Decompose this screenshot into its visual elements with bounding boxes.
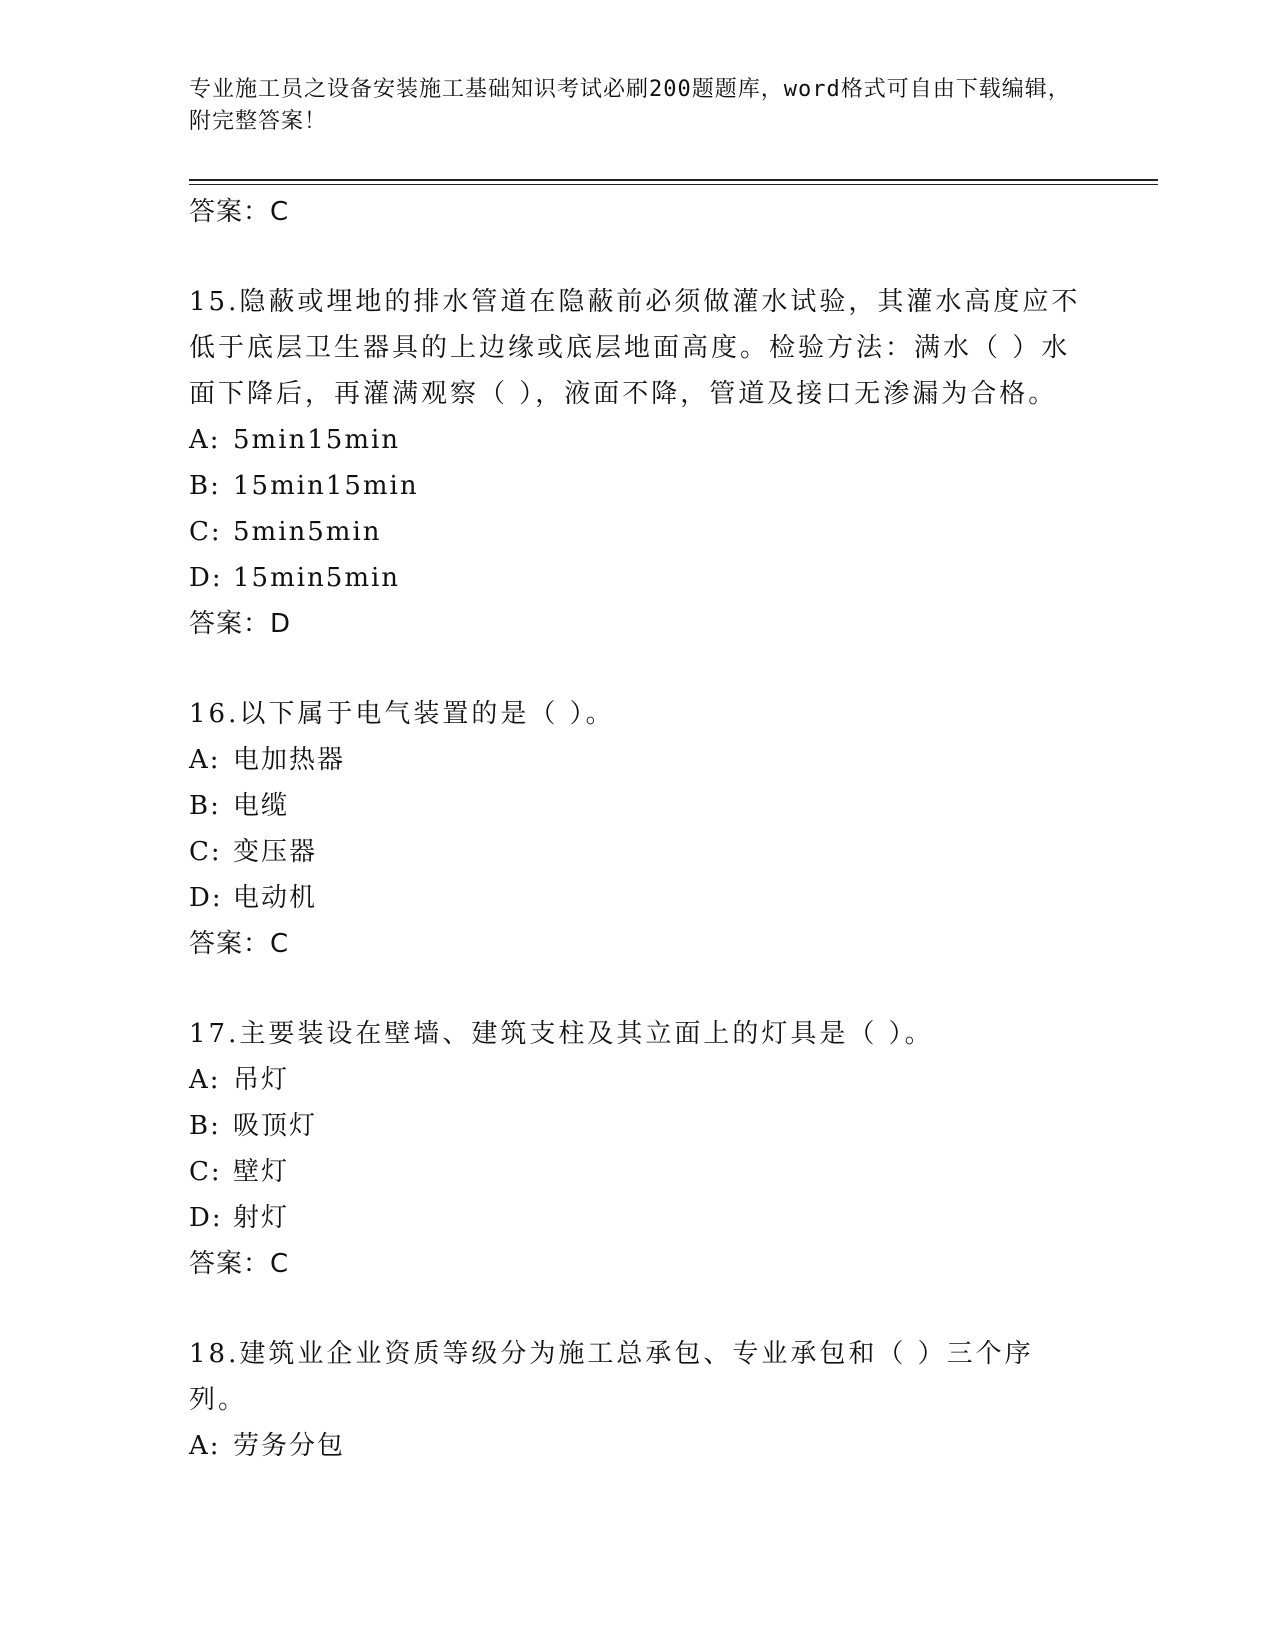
option-text: 吸顶灯 [233, 1111, 318, 1141]
option-text: 吊灯 [233, 1065, 290, 1095]
header-divider-thick [189, 179, 1158, 181]
option-label: A: [189, 425, 221, 455]
option-label: C: [189, 837, 222, 867]
answer-line: 答案：C [189, 1249, 290, 1279]
option-d [189, 555, 1089, 601]
question-block [189, 1331, 1089, 1469]
question-text: 15.隐蔽或埋地的排水管道在隐蔽前必须做灌水试验，其灌水高度应不低于底层卫生器具的上边缘或底层地面高度。检验方法：满水（ ）水面下降后，再灌满观察（ ），液面不降，管道及接口无渗漏为合格。 [189, 287, 1081, 409]
question-block [189, 1011, 1089, 1287]
option-c [189, 1149, 1089, 1195]
option-label: A: [189, 1065, 221, 1095]
option-label: D: [189, 563, 223, 593]
option-a [189, 1057, 1089, 1103]
option-text: 15min15min [233, 471, 419, 501]
option-label: B: [189, 471, 221, 501]
option-text: 电动机 [233, 883, 318, 913]
question-block [189, 691, 1089, 967]
option-d [189, 1195, 1089, 1241]
question-text: 17.主要装设在壁墙、建筑支柱及其立面上的灯具是（ ）。 [189, 1019, 934, 1049]
option-text: 电缆 [233, 791, 290, 821]
option-a [189, 417, 1089, 463]
option-label: C: [189, 517, 222, 547]
option-b [189, 1103, 1089, 1149]
option-c [189, 829, 1089, 875]
option-text: 射灯 [233, 1203, 290, 1233]
option-a [189, 737, 1089, 783]
option-d [189, 875, 1089, 921]
option-text: 15min5min [233, 563, 401, 593]
option-label: D: [189, 883, 223, 913]
answer-line: 答案：D [189, 609, 292, 639]
option-text: 变压器 [233, 837, 318, 867]
option-label: D: [189, 1203, 223, 1233]
option-a [189, 1423, 1089, 1469]
option-text: 劳务分包 [233, 1431, 346, 1461]
option-text: 壁灯 [233, 1157, 290, 1187]
question-text: 18.建筑业企业资质等级分为施工总承包、专业承包和（ ）三个序列。 [189, 1339, 1034, 1415]
option-label: B: [189, 791, 221, 821]
question-text: 16.以下属于电气装置的是（ ）。 [189, 699, 615, 729]
answer-line: 答案：C [189, 929, 290, 959]
option-label: A: [189, 745, 221, 775]
option-text: 5min15min [233, 425, 401, 455]
option-c [189, 509, 1089, 555]
option-b [189, 463, 1089, 509]
document-body [189, 189, 1089, 1469]
option-b [189, 783, 1089, 829]
option-text: 电加热器 [233, 745, 346, 775]
option-label: C: [189, 1157, 222, 1187]
answer-line: 答案：C [189, 197, 290, 227]
option-label: B: [189, 1111, 221, 1141]
document-header-title: 专业施工员之设备安装施工基础知识考试必刷200题题库，word格式可自由下载编辑，附完整答案！ [189, 77, 1071, 134]
question-block [189, 279, 1089, 647]
option-label: A: [189, 1431, 221, 1461]
header-divider-thin [189, 184, 1158, 185]
option-text: 5min5min [233, 517, 382, 547]
